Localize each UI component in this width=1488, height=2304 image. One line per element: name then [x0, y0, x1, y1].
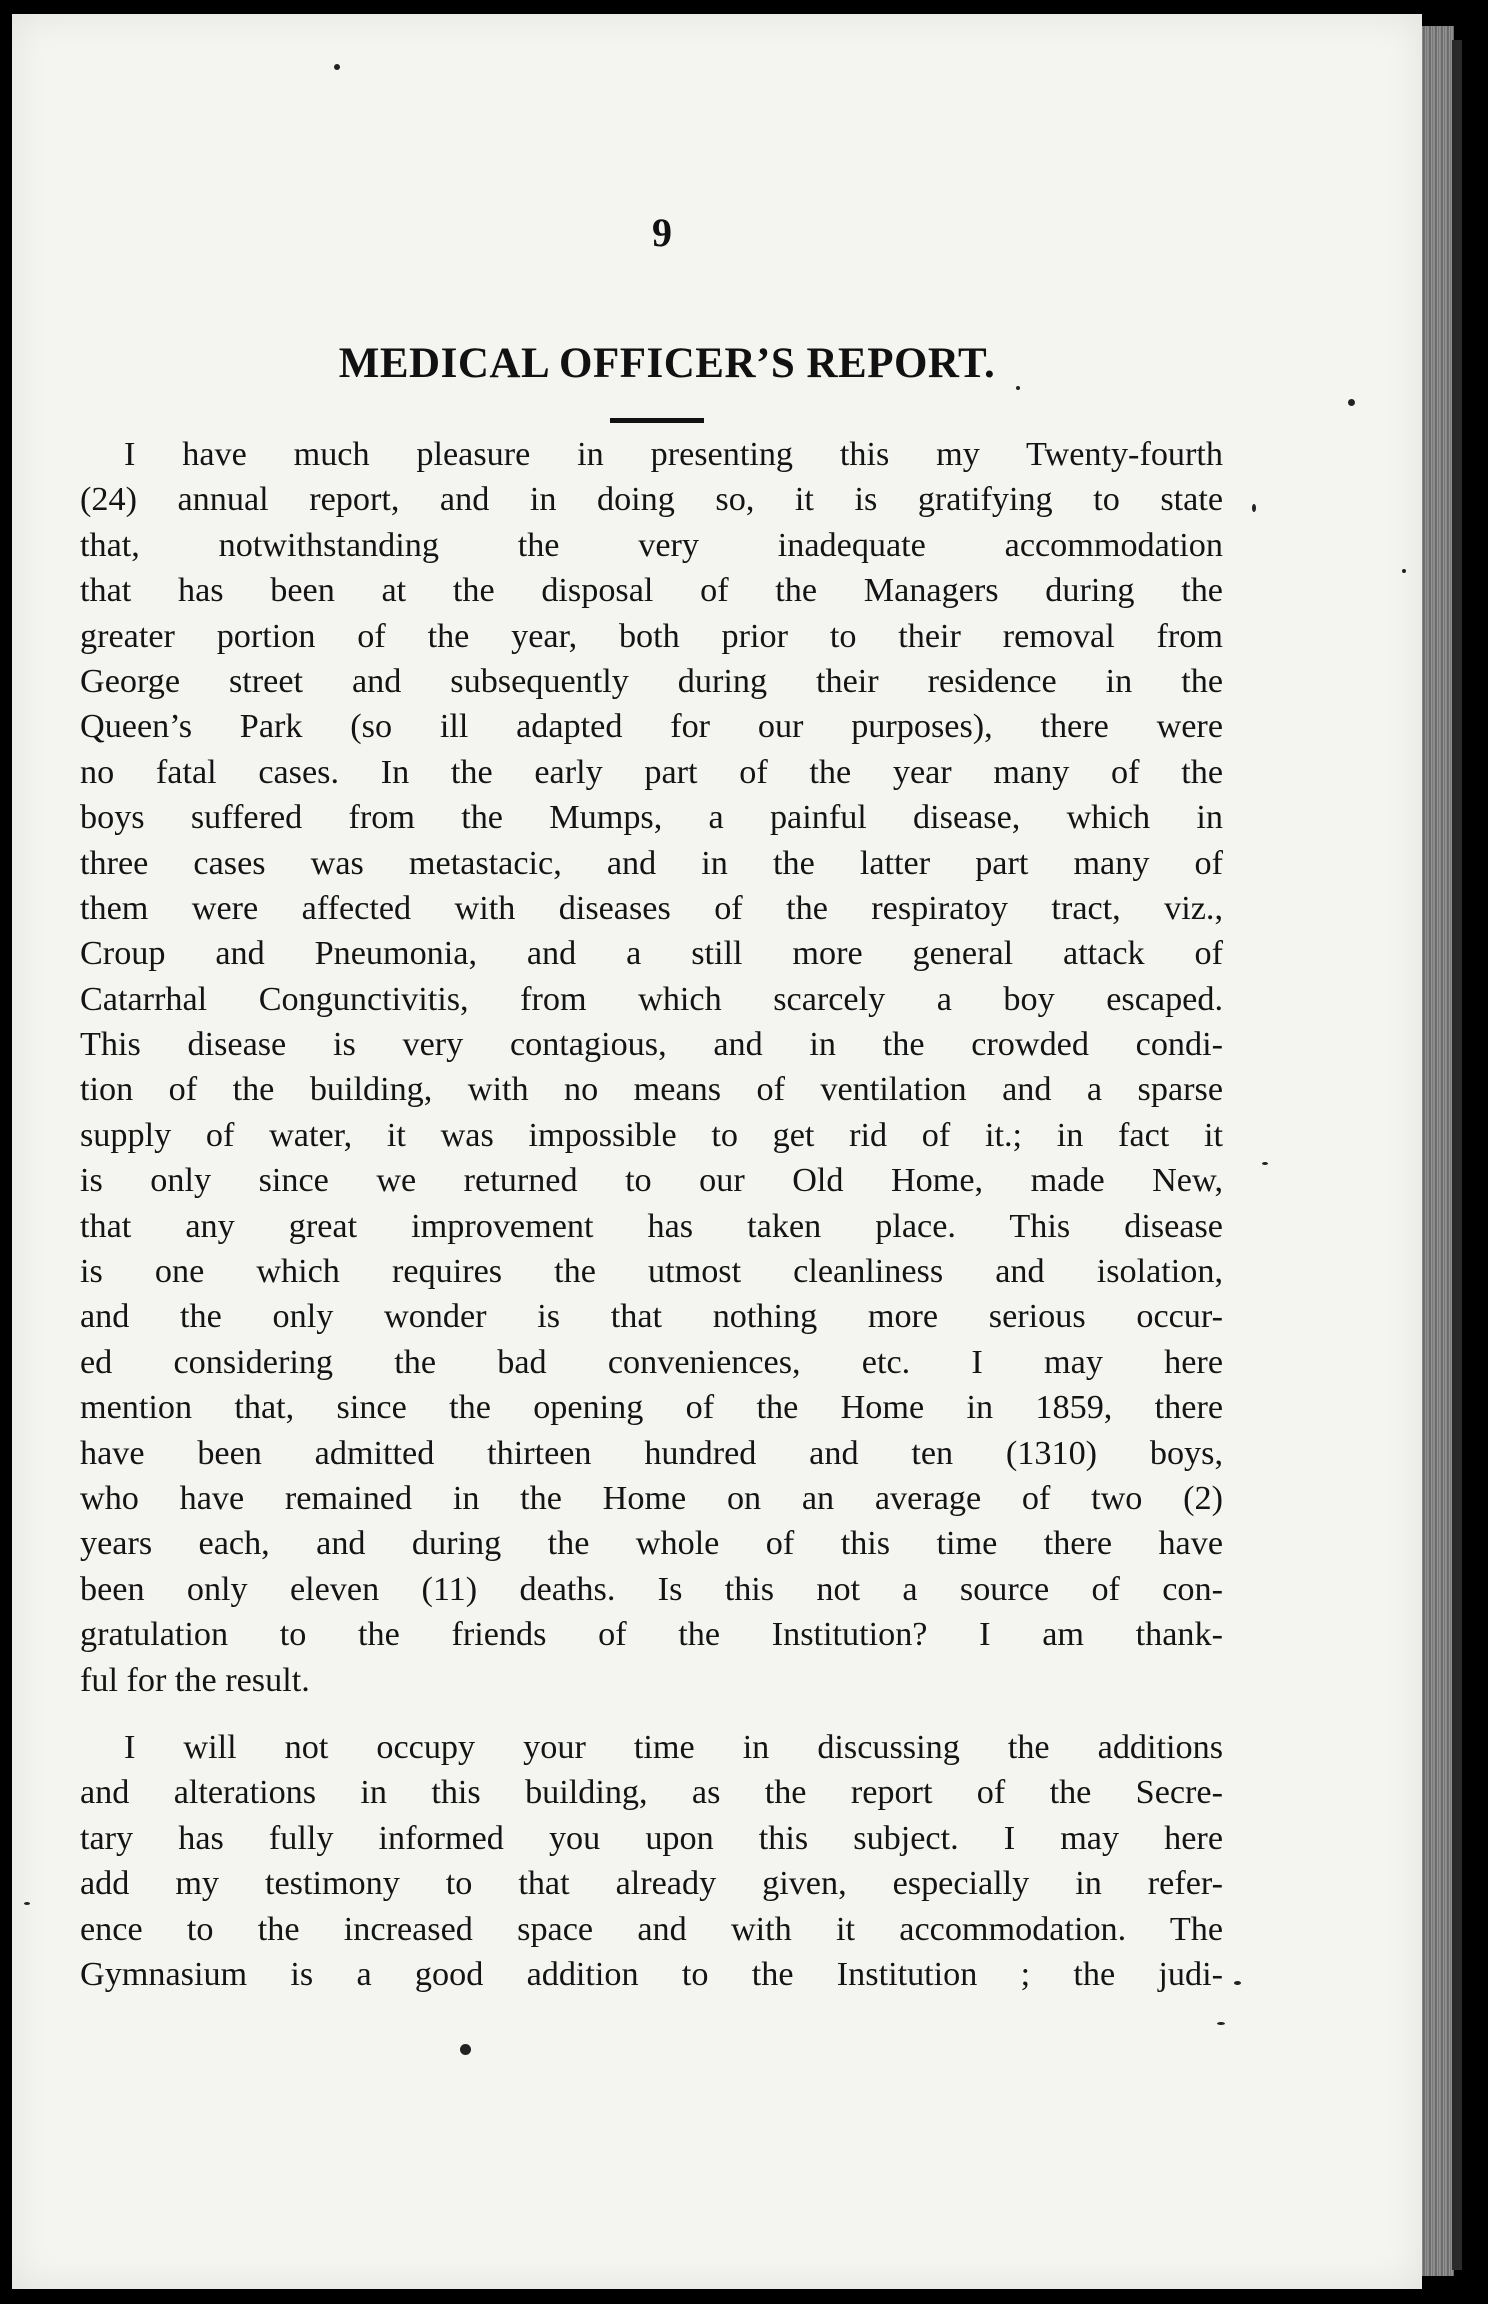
paragraph-2	[80, 1725, 1223, 1997]
text-line: three cases was metastacic, and in the latter part many of	[80, 844, 1223, 882]
text-line: Croup and Pneumonia, and a still more general attack of	[80, 935, 1223, 973]
scan-speck	[1348, 399, 1355, 406]
title-rule	[610, 418, 704, 423]
scan-speck	[1217, 2022, 1225, 2025]
text-line: that any great improvement has taken place. This disease	[80, 1207, 1223, 1245]
text-line: Gymnasium is a good addition to the Institution ; the judi-	[80, 1955, 1223, 1993]
page-number: 9	[652, 210, 672, 255]
text-line: mention that, since the opening of the Home in 1859, there	[80, 1389, 1223, 1427]
scan-speck	[1262, 1162, 1268, 1165]
book-page	[12, 14, 1422, 2289]
scan-speck	[24, 1902, 30, 1905]
text-line: ence to the increased space and with it accommodation. The	[80, 1910, 1223, 1948]
text-line: (24) annual report, and in doing so, it is gratifying to state	[80, 481, 1223, 519]
text-line: that, notwithstanding the very inadequate accommodation	[80, 526, 1223, 564]
scan-speck	[1402, 569, 1406, 573]
text-line: been only eleven (11) deaths. Is this not a source of con-	[80, 1570, 1223, 1608]
page-title: MEDICAL OFFICER’S REPORT.	[338, 340, 996, 387]
text-line: ed considering the bad conveniences, etc. I may here	[80, 1343, 1223, 1381]
text-line: is only since we returned to our Old Home, made New,	[80, 1162, 1223, 1200]
text-line: I have much pleasure in presenting this my Twenty-fourth	[124, 436, 1223, 473]
text-line: tary has fully informed you upon this subject. I may here	[80, 1819, 1223, 1857]
text-line: who have remained in the Home on an average of two (2)	[80, 1479, 1223, 1517]
text-line: tion of the building, with no means of ventilation and a sparse	[80, 1071, 1223, 1109]
text-line: This disease is very contagious, and in the crowded condi-	[80, 1026, 1223, 1064]
text-line: I will not occupy your time in discussing the additions	[124, 1728, 1223, 1766]
text-line: Catarrhal Congunctivitis, from which scarcely a boy escaped.	[80, 980, 1223, 1018]
text-line: greater portion of the year, both prior to their removal from	[80, 617, 1223, 655]
text-line: supply of water, it was impossible to get rid of it.; in fact it	[80, 1116, 1223, 1154]
text-line: them were affected with diseases of the respiratoy tract, viz.,	[80, 889, 1223, 927]
scan-speck	[1016, 386, 1020, 390]
scan-speck	[334, 64, 340, 70]
page-stack-shadow	[1452, 40, 1462, 2270]
text-line: and the only wonder is that nothing more serious occur-	[80, 1298, 1223, 1336]
text-line: boys suffered from the Mumps, a painful disease, which in	[80, 799, 1223, 837]
text-line: add my testimony to that already given, especially in refer-	[80, 1865, 1223, 1903]
text-line: no fatal cases. In the early part of the year many of the	[80, 753, 1223, 791]
scan-speck	[460, 2044, 471, 2055]
paragraph-gap	[80, 1703, 1223, 1725]
text-line: and alterations in this building, as the report of the Secre-	[80, 1774, 1223, 1812]
text-line: Queen’s Park (so ill adapted for our purposes), there were	[80, 708, 1223, 746]
report-body	[80, 432, 1223, 1997]
text-line: is one which requires the utmost cleanliness and isolation,	[80, 1253, 1223, 1291]
text-line: that has been at the disposal of the Managers during the	[80, 572, 1223, 610]
text-line: years each, and during the whole of this time there have	[80, 1525, 1223, 1563]
paragraph-1	[80, 432, 1223, 1703]
text-line: ful for the result.	[80, 1661, 310, 1699]
text-line: George street and subsequently during their residence in the	[80, 662, 1223, 700]
text-line: have been admitted thirteen hundred and ten (1310) boys,	[80, 1434, 1223, 1472]
scan-speck	[1252, 504, 1256, 512]
scan-speck	[1234, 1981, 1241, 1985]
text-line: gratulation to the friends of the Institution? I am thank-	[80, 1616, 1223, 1654]
